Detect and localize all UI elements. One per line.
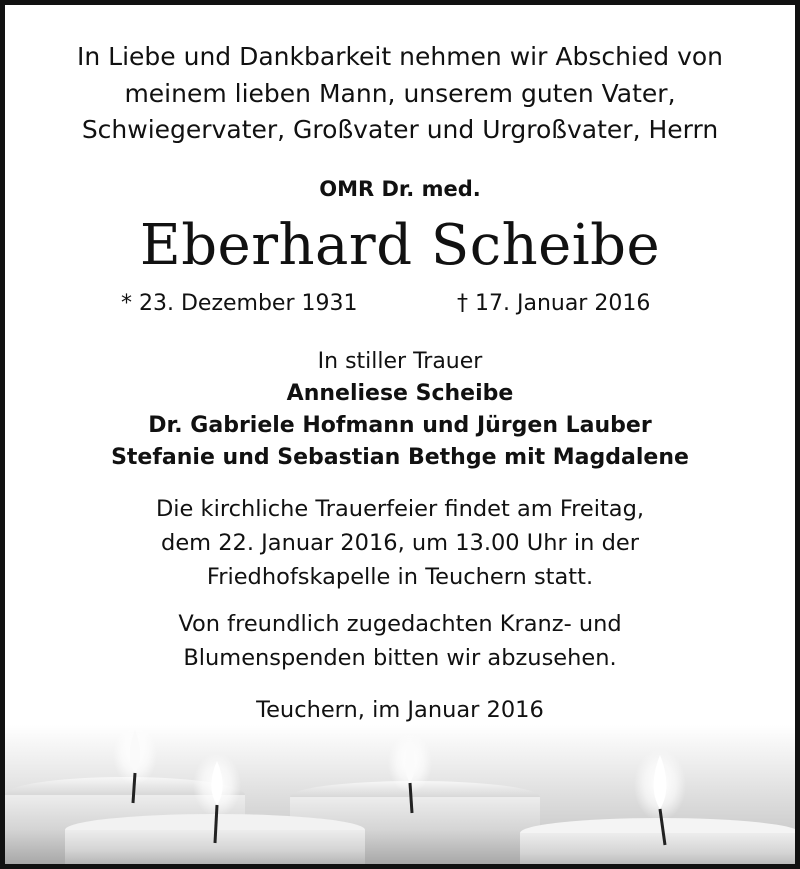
service-line: Die kirchliche Trauerfeier findet am Freitag, xyxy=(155,496,645,522)
service-line: Friedhofskapelle in Teuchern statt. xyxy=(206,564,594,590)
candles-image xyxy=(5,725,795,864)
mourning-intro: In stiller Trauer xyxy=(317,349,483,374)
service-line: dem 22. Januar 2016, um 13.00 Uhr in der xyxy=(161,530,639,556)
mourner-name: Stefanie und Sebastian Bethge mit Magdalene xyxy=(111,445,689,470)
deceased-name: Eberhard Scheibe xyxy=(139,213,661,278)
intro-line: In Liebe und Dankbarkeit nehmen wir Abschied von xyxy=(76,42,724,71)
flowers-line: Von freundlich zugedachten Kranz- und xyxy=(178,611,622,637)
intro-text xyxy=(5,39,795,149)
intro-line: meinem lieben Mann, unserem guten Vater, xyxy=(124,78,676,108)
mourners-block xyxy=(5,346,795,474)
place-date: Teuchern, im Januar 2016 xyxy=(256,697,544,723)
flowers-line: Blumenspenden bitten wir abzusehen. xyxy=(183,645,617,671)
death-date: † 17. Januar 2016 xyxy=(457,291,651,316)
mourner-name: Dr. Gabriele Hofmann und Jürgen Lauber xyxy=(148,413,652,438)
intro-line: Schwiegervater, Großvater und Urgroßvater, Herrn xyxy=(81,115,719,144)
mourner-name: Anneliese Scheibe xyxy=(286,381,514,406)
service-info xyxy=(5,492,795,594)
flowers-note xyxy=(5,607,795,675)
birth-date: * 23. Dezember 1931 xyxy=(121,291,358,316)
academic-title: OMR Dr. med. xyxy=(319,177,481,201)
